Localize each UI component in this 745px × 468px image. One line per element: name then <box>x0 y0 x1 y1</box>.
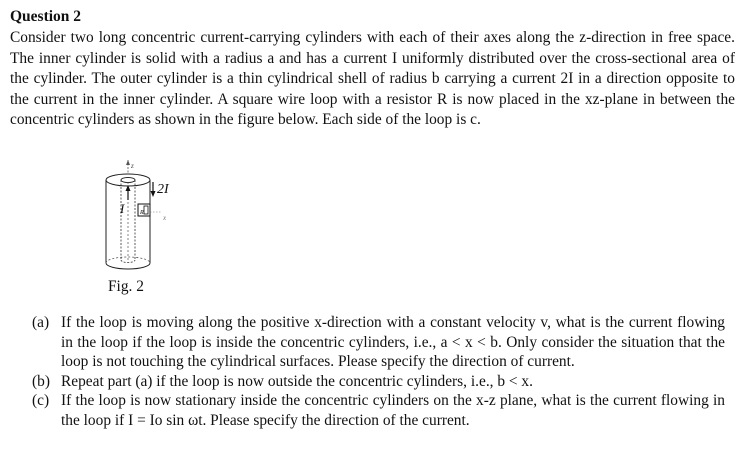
question-part-b <box>32 372 725 392</box>
inner-current-label: I <box>120 201 125 216</box>
outer-cylinder-bottom-front <box>106 263 150 269</box>
x-axis-label: x <box>163 214 167 222</box>
question-paragraph <box>10 28 735 131</box>
inner-cylinder-top <box>121 178 135 183</box>
resistor-icon <box>144 206 148 214</box>
part-b-label: (b) <box>32 372 50 390</box>
question-title: Question 2 <box>10 8 82 25</box>
outer-current-arrowhead-icon <box>151 191 156 197</box>
figure-caption: Fig. 2 <box>108 278 144 295</box>
part-a-label: (a) <box>32 314 50 331</box>
question-part-a <box>32 313 725 372</box>
outer-current-label: 2I <box>157 182 169 197</box>
part-b-text: Repeat part (a) if the loop is now outside the concentric cylinders, i.e., b < x. <box>61 372 533 390</box>
part-c-text: If the loop is now stationary inside the concentric cylinders on the x-z plane, what is the current flowing in the loop if I = Io sin ωt. Please specify the direction of the current. <box>61 392 725 429</box>
part-c-label: (c) <box>32 392 50 409</box>
part-a-text: If the loop is moving along the positive x-direction with a constant velocity v, what is the current flowing in the loop if the loop is inside the concentric cylinders, i.e., a < x < b. Only consider the situation that the loop is not touching the cylindrical surfaces. Please specify the direction of current. <box>61 314 725 370</box>
question-parts-list <box>32 313 725 430</box>
outer-cylinder-top <box>106 174 150 186</box>
figure-2-diagram <box>100 160 190 275</box>
z-axis-arrow-icon <box>126 160 130 165</box>
question-paragraph-text: Consider two long concentric current-carrying cylinders with each of their axes along the z-direction in free space. The inner cylinder is solid with a radius a and has a current I uniformly distributed over the cross-sectional area of the cylinder. The outer cylinder is a thin cylindrical shell of radius b carrying a current 2I in a direction opposite to the current in the inner cylinder. A square wire loop with a resistor R is now placed in the xz-plane in between the concentric cylinders as shown in the figure below. Each side of the loop is c. <box>10 29 735 128</box>
question-part-c <box>32 391 725 430</box>
z-axis-label: z <box>131 162 134 170</box>
resistor-label: R <box>140 210 144 216</box>
